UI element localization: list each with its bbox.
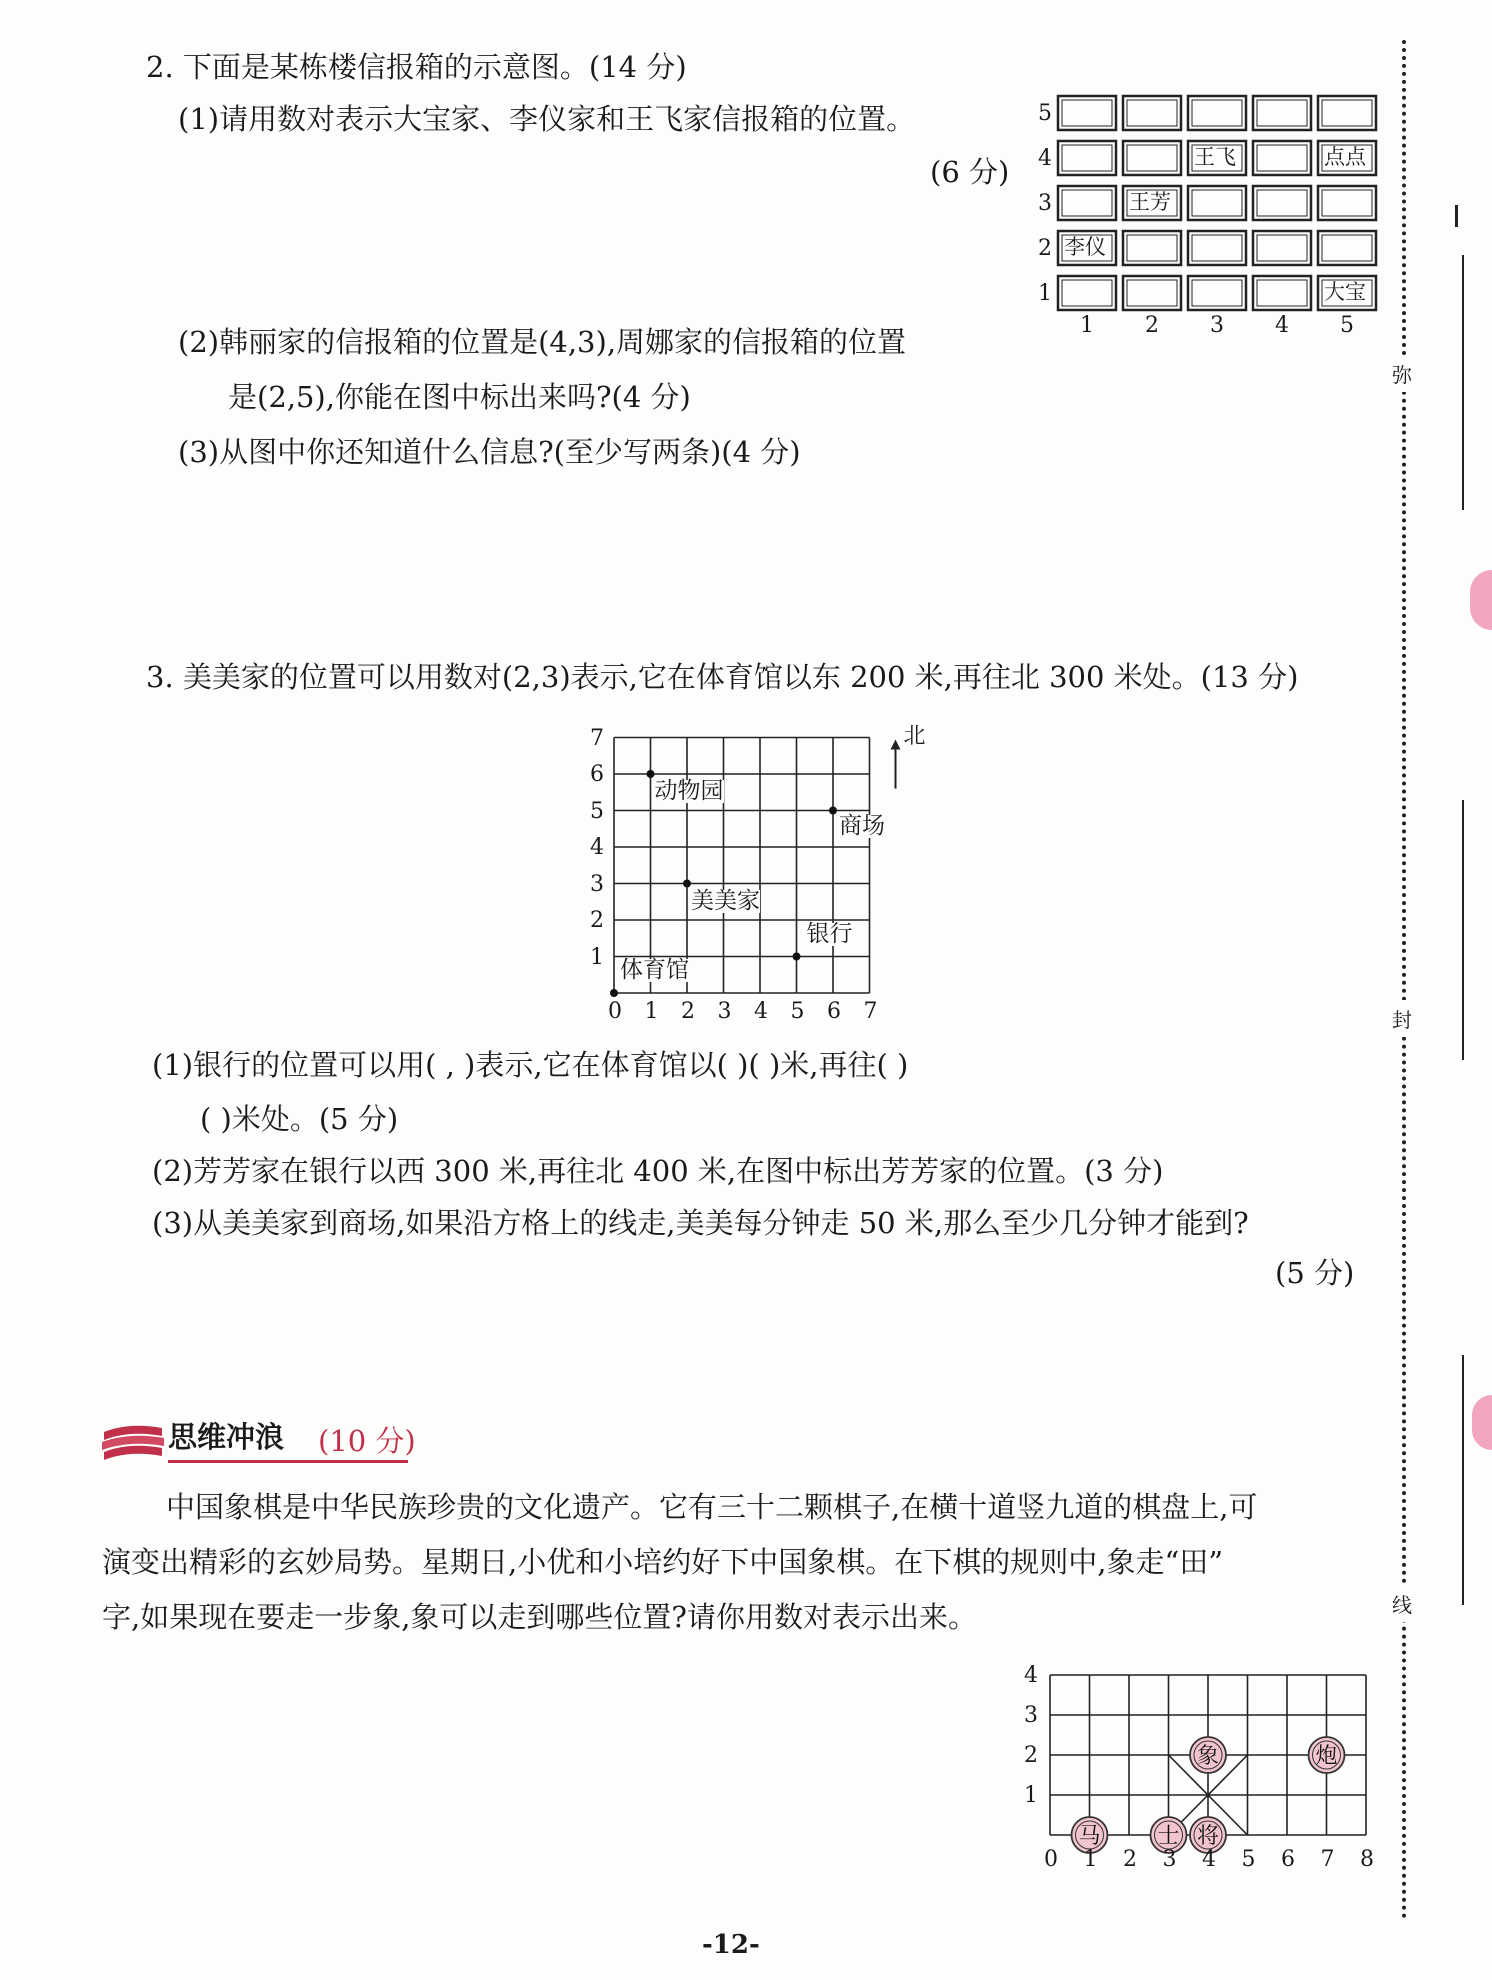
q2-part1-score: (6 分) <box>930 155 1010 189</box>
mailbox-name-王芳: 王芳 <box>1129 190 1171 214</box>
mailbox-cell[interactable] <box>1188 96 1246 130</box>
map-point-商场 <box>829 807 837 815</box>
mailbox-cell[interactable] <box>1253 186 1311 220</box>
svg-text:士: 士 <box>1157 1824 1180 1849</box>
map-point-银行 <box>793 953 801 961</box>
mailbox-cell[interactable] <box>1188 231 1246 265</box>
map-x-tick: 7 <box>863 999 878 1024</box>
map-y-tick: 3 <box>590 871 604 897</box>
binding-label-mi: 弥 <box>1392 355 1412 392</box>
book-stack-icon <box>100 1420 170 1466</box>
map-label-体育馆: 体育馆 <box>620 957 689 983</box>
map-point-美美家 <box>683 880 691 888</box>
map-x-tick: 6 <box>827 999 841 1024</box>
mailbox-diagram <box>1030 90 1380 350</box>
mailbox-cell[interactable] <box>1123 231 1181 265</box>
chess-x-tick: 7 <box>1320 1847 1335 1872</box>
map-x-tick: 2 <box>681 999 695 1024</box>
mailbox-row-label: 1 <box>1038 281 1052 306</box>
mailbox-row-label: 4 <box>1038 146 1052 171</box>
map-point-体育馆 <box>610 989 618 997</box>
binding-label-feng: 封 <box>1392 1000 1412 1037</box>
edge-tick <box>1455 205 1458 227</box>
chess-x-tick: 2 <box>1123 1847 1137 1872</box>
chess-x-tick: 4 <box>1202 1847 1216 1872</box>
q2-part1: (1)请用数对表示大宝家、李仪家和王飞家信报箱的位置。 <box>178 102 916 136</box>
mailbox-cell[interactable] <box>1123 276 1181 310</box>
map-grid <box>590 705 930 1035</box>
mailbox-col-label: 2 <box>1145 313 1159 338</box>
mailbox-cell[interactable] <box>1253 231 1311 265</box>
section-para-line1: 中国象棋是中华民族珍贵的文化遗产。它有三十二颗棋子,在横十道竖九道的棋盘上,可 <box>166 1490 1258 1524</box>
map-label-美美家: 美美家 <box>691 887 760 914</box>
svg-text:象: 象 <box>1196 1744 1220 1769</box>
edge-line-2 <box>1462 800 1464 1060</box>
chess-y-tick: 4 <box>1024 1663 1038 1688</box>
map-label-动物园: 动物园 <box>654 778 724 804</box>
map-point-动物园 <box>647 770 655 778</box>
map-y-tick: 2 <box>590 908 604 933</box>
chess-piece-炮 <box>1309 1737 1345 1773</box>
q3-title: 3. 美美家的位置可以用数对(2,3)表示,它在体育馆以东 200 米,再往北 300 米处。(13 分) <box>146 660 1299 694</box>
mailbox-cell[interactable] <box>1058 186 1116 220</box>
map-x-tick: 5 <box>790 999 805 1024</box>
mailbox-col-label: 4 <box>1275 313 1289 338</box>
edge-line-1 <box>1462 255 1464 510</box>
mailbox-cell[interactable] <box>1058 276 1116 310</box>
edge-pink-mark-2 <box>1472 1395 1492 1450</box>
mailbox-cell[interactable] <box>1253 276 1311 310</box>
map-y-tick: 6 <box>590 762 604 787</box>
edge-line-3 <box>1462 1355 1464 1605</box>
chess-x-tick: 0 <box>1044 1847 1058 1872</box>
binding-dotted-line <box>1402 40 1406 1920</box>
map-label-银行: 银行 <box>806 920 853 947</box>
location-grid-map <box>590 705 930 1035</box>
mailbox-cell[interactable] <box>1253 141 1311 175</box>
section-score: (10 分) <box>318 1424 416 1458</box>
mailbox-row-label: 2 <box>1038 236 1052 261</box>
section-title: 思维冲浪 <box>168 1420 285 1454</box>
map-y-tick: 1 <box>590 944 604 970</box>
map-x-tick: 3 <box>717 999 732 1024</box>
mailbox-cell[interactable] <box>1318 231 1376 265</box>
north-label: 北 <box>903 723 926 749</box>
mailbox-name-点点: 点点 <box>1324 145 1366 169</box>
q2-part3: (3)从图中你还知道什么信息?(至少写两条)(4 分) <box>178 435 801 469</box>
svg-text:将: 将 <box>1196 1824 1220 1849</box>
map-x-tick: 4 <box>754 999 768 1024</box>
mailbox-cell[interactable] <box>1123 141 1181 175</box>
chess-x-tick: 8 <box>1360 1847 1374 1872</box>
q2-part2-line1: (2)韩丽家的信报箱的位置是(4,3),周娜家的信报箱的位置 <box>178 325 907 359</box>
mailbox-col-label: 5 <box>1340 313 1354 338</box>
chess-y-tick: 3 <box>1024 1703 1038 1728</box>
binding-label-xian: 线 <box>1392 1585 1412 1622</box>
mailbox-grid <box>1030 90 1370 340</box>
chess-x-tick: 1 <box>1083 1847 1098 1872</box>
chess-piece-象 <box>1190 1737 1226 1773</box>
svg-text:马: 马 <box>1078 1824 1101 1849</box>
mailbox-cell[interactable] <box>1058 96 1116 130</box>
map-y-tick: 7 <box>590 725 604 751</box>
map-label-商场: 商场 <box>839 812 885 839</box>
mailbox-cell[interactable] <box>1253 96 1311 130</box>
mailbox-name-大宝: 大宝 <box>1324 280 1366 304</box>
map-x-tick: 0 <box>608 999 622 1024</box>
mailbox-col-label: 1 <box>1080 313 1094 338</box>
svg-text:炮: 炮 <box>1315 1744 1338 1769</box>
q2-title: 2. 下面是某栋楼信报箱的示意图。(14 分) <box>146 50 687 84</box>
section-underline <box>168 1460 408 1463</box>
q3-part3-score: (5 分) <box>1275 1256 1355 1290</box>
edge-pink-mark-1 <box>1470 570 1492 630</box>
mailbox-row-label: 5 <box>1038 101 1052 126</box>
map-y-tick: 5 <box>590 798 604 824</box>
mailbox-col-label: 3 <box>1210 313 1224 338</box>
mailbox-row-label: 3 <box>1038 191 1052 216</box>
mailbox-cell[interactable] <box>1058 141 1116 175</box>
q3-part3: (3)从美美家到商场,如果沿方格上的线走,美美每分钟走 50 米,那么至少几分钟才能到? <box>152 1206 1249 1240</box>
chess-board <box>1020 1640 1390 1890</box>
map-y-tick: 4 <box>590 835 604 860</box>
map-x-tick: 1 <box>644 999 659 1024</box>
mailbox-cell[interactable] <box>1188 276 1246 310</box>
chess-y-tick: 2 <box>1024 1743 1038 1768</box>
page-number: -12- <box>702 1930 760 1960</box>
q2-part2-line2: 是(2,5),你能在图中标出来吗?(4 分) <box>228 380 691 414</box>
section-para-line2: 演变出精彩的玄妙局势。星期日,小优和小培约好下中国象棋。在下棋的规则中,象走“田” <box>102 1545 1224 1579</box>
q3-part2: (2)芳芳家在银行以西 300 米,再往北 400 米,在图中标出芳芳家的位置。(3 分) <box>152 1154 1164 1188</box>
chess-x-tick: 5 <box>1241 1847 1256 1872</box>
mailbox-cell[interactable] <box>1318 186 1376 220</box>
mailbox-name-李仪: 李仪 <box>1064 235 1106 259</box>
chess-x-tick: 6 <box>1281 1847 1295 1872</box>
chess-x-tick: 3 <box>1162 1847 1177 1872</box>
q3-part1-line2: ( )米处。(5 分) <box>200 1102 399 1136</box>
mailbox-cell[interactable] <box>1318 96 1376 130</box>
q3-part1-line1: (1)银行的位置可以用( , )表示,它在体育馆以( )( )米,再往( ) <box>152 1048 909 1082</box>
section-header <box>100 1418 500 1468</box>
chess-y-tick: 1 <box>1024 1783 1038 1808</box>
mailbox-cell[interactable] <box>1188 186 1246 220</box>
mailbox-cell[interactable] <box>1123 96 1181 130</box>
section-para-line3: 字,如果现在要走一步象,象可以走到哪些位置?请你用数对表示出来。 <box>102 1600 977 1634</box>
mailbox-name-王飞: 王飞 <box>1194 145 1236 169</box>
